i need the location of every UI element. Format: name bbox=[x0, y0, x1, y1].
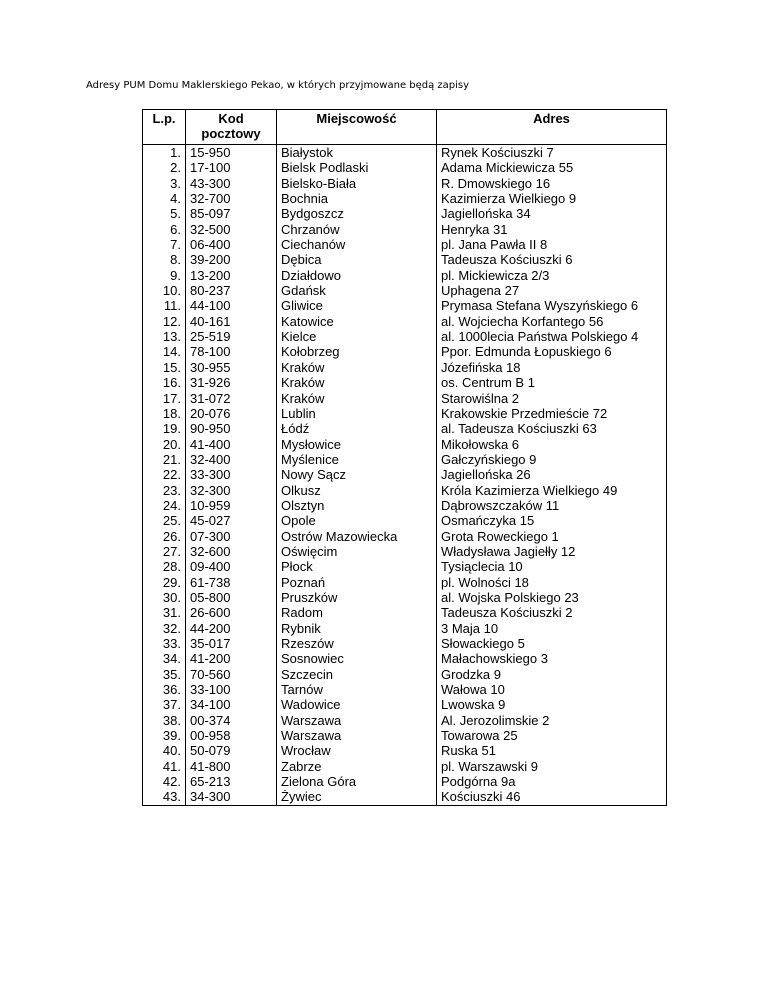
cell-lp: 39. bbox=[143, 728, 186, 743]
cell-miasto: Bochnia bbox=[277, 191, 437, 206]
cell-lp: 18. bbox=[143, 406, 186, 421]
cell-lp: 27. bbox=[143, 544, 186, 559]
cell-adres: Tadeusza Kościuszki 6 bbox=[437, 252, 667, 267]
cell-miasto: Olkusz bbox=[277, 483, 437, 498]
table-row bbox=[143, 728, 667, 743]
table-row bbox=[143, 329, 667, 344]
cell-kod: 50-079 bbox=[186, 743, 277, 758]
cell-lp: 40. bbox=[143, 743, 186, 758]
cell-lp: 11. bbox=[143, 298, 186, 313]
cell-lp: 22. bbox=[143, 467, 186, 482]
cell-kod: 78-100 bbox=[186, 344, 277, 359]
table-row bbox=[143, 160, 667, 175]
cell-kod: 41-400 bbox=[186, 437, 277, 452]
cell-miasto: Katowice bbox=[277, 314, 437, 329]
cell-miasto: Działdowo bbox=[277, 268, 437, 283]
cell-miasto: Pruszków bbox=[277, 590, 437, 605]
table-row bbox=[143, 360, 667, 375]
header-kod: Kod pocztowy bbox=[186, 110, 277, 145]
cell-kod: 09-400 bbox=[186, 559, 277, 574]
cell-lp: 16. bbox=[143, 375, 186, 390]
table-row bbox=[143, 268, 667, 283]
cell-kod: 31-072 bbox=[186, 391, 277, 406]
table-row bbox=[143, 713, 667, 728]
cell-miasto: Ciechanów bbox=[277, 237, 437, 252]
cell-adres: Wałowa 10 bbox=[437, 682, 667, 697]
cell-kod: 41-200 bbox=[186, 651, 277, 666]
table-body bbox=[143, 145, 667, 806]
cell-lp: 29. bbox=[143, 575, 186, 590]
cell-kod: 32-600 bbox=[186, 544, 277, 559]
cell-lp: 1. bbox=[143, 145, 186, 161]
table-row bbox=[143, 283, 667, 298]
cell-miasto: Chrzanów bbox=[277, 222, 437, 237]
cell-lp: 28. bbox=[143, 559, 186, 574]
cell-kod: 90-950 bbox=[186, 421, 277, 436]
cell-adres: Henryka 31 bbox=[437, 222, 667, 237]
table-row bbox=[143, 667, 667, 682]
cell-kod: 45-027 bbox=[186, 513, 277, 528]
cell-adres: pl. Mickiewicza 2/3 bbox=[437, 268, 667, 283]
cell-miasto: Rybnik bbox=[277, 621, 437, 636]
table-row bbox=[143, 682, 667, 697]
cell-adres: Prymasa Stefana Wyszyńskiego 6 bbox=[437, 298, 667, 313]
cell-adres: Dąbrowszczaków 11 bbox=[437, 498, 667, 513]
header-lp: L.p. bbox=[143, 110, 186, 145]
cell-lp: 41. bbox=[143, 759, 186, 774]
table-row bbox=[143, 513, 667, 528]
cell-miasto: Kielce bbox=[277, 329, 437, 344]
table-row bbox=[143, 452, 667, 467]
table-row bbox=[143, 774, 667, 789]
cell-lp: 31. bbox=[143, 605, 186, 620]
cell-adres: Ruska 51 bbox=[437, 743, 667, 758]
table-row bbox=[143, 789, 667, 805]
cell-kod: 10-959 bbox=[186, 498, 277, 513]
table-row bbox=[143, 498, 667, 513]
table-row bbox=[143, 605, 667, 620]
cell-kod: 00-374 bbox=[186, 713, 277, 728]
cell-lp: 33. bbox=[143, 636, 186, 651]
cell-adres: Tadeusza Kościuszki 2 bbox=[437, 605, 667, 620]
cell-kod: 44-200 bbox=[186, 621, 277, 636]
cell-lp: 15. bbox=[143, 360, 186, 375]
cell-miasto: Warszawa bbox=[277, 728, 437, 743]
intro-text: Adresy PUM Domu Maklerskiego Pekao, w których przyjmowane będą zapisy bbox=[86, 80, 470, 91]
cell-lp: 26. bbox=[143, 529, 186, 544]
cell-adres: Mikołowska 6 bbox=[437, 437, 667, 452]
cell-adres: Władysława Jagiełły 12 bbox=[437, 544, 667, 559]
cell-miasto: Dębica bbox=[277, 252, 437, 267]
cell-miasto: Opole bbox=[277, 513, 437, 528]
table-row bbox=[143, 467, 667, 482]
cell-kod: 25-519 bbox=[186, 329, 277, 344]
cell-miasto: Żywiec bbox=[277, 789, 437, 805]
cell-kod: 13-200 bbox=[186, 268, 277, 283]
cell-miasto: Radom bbox=[277, 605, 437, 620]
cell-kod: 80-237 bbox=[186, 283, 277, 298]
cell-adres: Grota Roweckiego 1 bbox=[437, 529, 667, 544]
cell-miasto: Wadowice bbox=[277, 697, 437, 712]
table-row bbox=[143, 421, 667, 436]
cell-miasto: Ostrów Mazowiecka bbox=[277, 529, 437, 544]
cell-adres: Józefińska 18 bbox=[437, 360, 667, 375]
cell-lp: 21. bbox=[143, 452, 186, 467]
cell-miasto: Mysłowice bbox=[277, 437, 437, 452]
table-row bbox=[143, 375, 667, 390]
cell-adres: Ppor. Edmunda Łopuskiego 6 bbox=[437, 344, 667, 359]
table-row bbox=[143, 437, 667, 452]
address-table bbox=[142, 109, 667, 806]
table-row bbox=[143, 651, 667, 666]
cell-miasto: Nowy Sącz bbox=[277, 467, 437, 482]
cell-kod: 70-560 bbox=[186, 667, 277, 682]
cell-lp: 23. bbox=[143, 483, 186, 498]
cell-lp: 7. bbox=[143, 237, 186, 252]
cell-miasto: Płock bbox=[277, 559, 437, 574]
cell-adres: Króla Kazimierza Wielkiego 49 bbox=[437, 483, 667, 498]
cell-miasto: Gliwice bbox=[277, 298, 437, 313]
cell-adres: R. Dmowskiego 16 bbox=[437, 176, 667, 191]
header-adres: Adres bbox=[437, 110, 667, 145]
table-row bbox=[143, 237, 667, 252]
cell-adres: Uphagena 27 bbox=[437, 283, 667, 298]
cell-lp: 43. bbox=[143, 789, 186, 805]
cell-kod: 43-300 bbox=[186, 176, 277, 191]
cell-lp: 9. bbox=[143, 268, 186, 283]
table-row bbox=[143, 344, 667, 359]
table-row bbox=[143, 621, 667, 636]
cell-miasto: Lublin bbox=[277, 406, 437, 421]
table-row bbox=[143, 206, 667, 221]
cell-lp: 19. bbox=[143, 421, 186, 436]
cell-miasto: Bielsko-Biała bbox=[277, 176, 437, 191]
cell-lp: 20. bbox=[143, 437, 186, 452]
cell-lp: 2. bbox=[143, 160, 186, 175]
cell-adres: Grodzka 9 bbox=[437, 667, 667, 682]
cell-miasto: Łódź bbox=[277, 421, 437, 436]
header-miasto: Miejscowość bbox=[277, 110, 437, 145]
cell-lp: 42. bbox=[143, 774, 186, 789]
table-row bbox=[143, 559, 667, 574]
cell-kod: 15-950 bbox=[186, 145, 277, 161]
cell-kod: 05-800 bbox=[186, 590, 277, 605]
cell-adres: Gałczyńskiego 9 bbox=[437, 452, 667, 467]
cell-kod: 32-500 bbox=[186, 222, 277, 237]
cell-miasto: Oświęcim bbox=[277, 544, 437, 559]
cell-miasto: Zabrze bbox=[277, 759, 437, 774]
table-row bbox=[143, 314, 667, 329]
table-row bbox=[143, 483, 667, 498]
cell-miasto: Kraków bbox=[277, 391, 437, 406]
cell-adres: Słowackiego 5 bbox=[437, 636, 667, 651]
table-row bbox=[143, 759, 667, 774]
cell-lp: 34. bbox=[143, 651, 186, 666]
cell-lp: 3. bbox=[143, 176, 186, 191]
table-header-row bbox=[143, 110, 667, 145]
cell-kod: 31-926 bbox=[186, 375, 277, 390]
cell-kod: 61-738 bbox=[186, 575, 277, 590]
cell-miasto: Kraków bbox=[277, 360, 437, 375]
cell-kod: 35-017 bbox=[186, 636, 277, 651]
cell-adres: Krakowskie Przedmieście 72 bbox=[437, 406, 667, 421]
cell-kod: 07-300 bbox=[186, 529, 277, 544]
cell-adres: Jagiellońska 34 bbox=[437, 206, 667, 221]
cell-kod: 44-100 bbox=[186, 298, 277, 313]
cell-kod: 20-076 bbox=[186, 406, 277, 421]
table-row bbox=[143, 145, 667, 161]
cell-kod: 00-958 bbox=[186, 728, 277, 743]
cell-lp: 17. bbox=[143, 391, 186, 406]
cell-lp: 13. bbox=[143, 329, 186, 344]
cell-adres: Tysiąclecia 10 bbox=[437, 559, 667, 574]
cell-lp: 30. bbox=[143, 590, 186, 605]
table-row bbox=[143, 298, 667, 313]
table-row bbox=[143, 391, 667, 406]
cell-adres: Lwowska 9 bbox=[437, 697, 667, 712]
cell-adres: Podgórna 9a bbox=[437, 774, 667, 789]
table-row bbox=[143, 529, 667, 544]
cell-miasto: Kołobrzeg bbox=[277, 344, 437, 359]
cell-miasto: Bielsk Podlaski bbox=[277, 160, 437, 175]
cell-kod: 17-100 bbox=[186, 160, 277, 175]
cell-kod: 32-300 bbox=[186, 483, 277, 498]
cell-lp: 32. bbox=[143, 621, 186, 636]
cell-kod: 41-800 bbox=[186, 759, 277, 774]
cell-adres: al. Wojciecha Korfantego 56 bbox=[437, 314, 667, 329]
cell-adres: pl. Warszawski 9 bbox=[437, 759, 667, 774]
table-row bbox=[143, 191, 667, 206]
cell-miasto: Sosnowiec bbox=[277, 651, 437, 666]
cell-miasto: Bydgoszcz bbox=[277, 206, 437, 221]
cell-adres: 3 Maja 10 bbox=[437, 621, 667, 636]
cell-kod: 39-200 bbox=[186, 252, 277, 267]
cell-miasto: Zielona Góra bbox=[277, 774, 437, 789]
table-row bbox=[143, 176, 667, 191]
cell-lp: 12. bbox=[143, 314, 186, 329]
cell-lp: 4. bbox=[143, 191, 186, 206]
cell-lp: 35. bbox=[143, 667, 186, 682]
cell-miasto: Rzeszów bbox=[277, 636, 437, 651]
cell-miasto: Warszawa bbox=[277, 713, 437, 728]
cell-miasto: Poznań bbox=[277, 575, 437, 590]
cell-miasto: Olsztyn bbox=[277, 498, 437, 513]
table-row bbox=[143, 590, 667, 605]
cell-lp: 25. bbox=[143, 513, 186, 528]
cell-adres: Rynek Kościuszki 7 bbox=[437, 145, 667, 161]
cell-adres: al. Wojska Polskiego 23 bbox=[437, 590, 667, 605]
cell-adres: Adama Mickiewicza 55 bbox=[437, 160, 667, 175]
table-row bbox=[143, 406, 667, 421]
cell-miasto: Tarnów bbox=[277, 682, 437, 697]
cell-kod: 33-100 bbox=[186, 682, 277, 697]
cell-adres: pl. Jana Pawła II 8 bbox=[437, 237, 667, 252]
cell-adres: os. Centrum B 1 bbox=[437, 375, 667, 390]
cell-lp: 14. bbox=[143, 344, 186, 359]
table-row bbox=[143, 252, 667, 267]
cell-lp: 5. bbox=[143, 206, 186, 221]
table-row bbox=[143, 697, 667, 712]
cell-miasto: Myślenice bbox=[277, 452, 437, 467]
cell-miasto: Białystok bbox=[277, 145, 437, 161]
cell-kod: 34-300 bbox=[186, 789, 277, 805]
cell-adres: Towarowa 25 bbox=[437, 728, 667, 743]
cell-kod: 65-213 bbox=[186, 774, 277, 789]
cell-lp: 6. bbox=[143, 222, 186, 237]
cell-adres: al. 1000lecia Państwa Polskiego 4 bbox=[437, 329, 667, 344]
cell-kod: 40-161 bbox=[186, 314, 277, 329]
cell-kod: 32-400 bbox=[186, 452, 277, 467]
cell-adres: Kościuszki 46 bbox=[437, 789, 667, 805]
cell-adres: Jagiellońska 26 bbox=[437, 467, 667, 482]
cell-lp: 10. bbox=[143, 283, 186, 298]
cell-lp: 24. bbox=[143, 498, 186, 513]
cell-miasto: Wrocław bbox=[277, 743, 437, 758]
cell-lp: 38. bbox=[143, 713, 186, 728]
cell-miasto: Szczecin bbox=[277, 667, 437, 682]
cell-adres: Kazimierza Wielkiego 9 bbox=[437, 191, 667, 206]
cell-kod: 34-100 bbox=[186, 697, 277, 712]
cell-adres: Małachowskiego 3 bbox=[437, 651, 667, 666]
table-row bbox=[143, 222, 667, 237]
cell-adres: al. Tadeusza Kościuszki 63 bbox=[437, 421, 667, 436]
cell-adres: Al. Jerozolimskie 2 bbox=[437, 713, 667, 728]
cell-miasto: Gdańsk bbox=[277, 283, 437, 298]
cell-adres: pl. Wolności 18 bbox=[437, 575, 667, 590]
cell-lp: 8. bbox=[143, 252, 186, 267]
table-row bbox=[143, 636, 667, 651]
table-row bbox=[143, 743, 667, 758]
cell-kod: 06-400 bbox=[186, 237, 277, 252]
table-row bbox=[143, 575, 667, 590]
cell-kod: 33-300 bbox=[186, 467, 277, 482]
cell-adres: Osmańczyka 15 bbox=[437, 513, 667, 528]
cell-kod: 30-955 bbox=[186, 360, 277, 375]
cell-lp: 37. bbox=[143, 697, 186, 712]
table-row bbox=[143, 544, 667, 559]
cell-kod: 85-097 bbox=[186, 206, 277, 221]
cell-kod: 32-700 bbox=[186, 191, 277, 206]
cell-kod: 26-600 bbox=[186, 605, 277, 620]
cell-adres: Starowiślna 2 bbox=[437, 391, 667, 406]
cell-miasto: Kraków bbox=[277, 375, 437, 390]
cell-lp: 36. bbox=[143, 682, 186, 697]
